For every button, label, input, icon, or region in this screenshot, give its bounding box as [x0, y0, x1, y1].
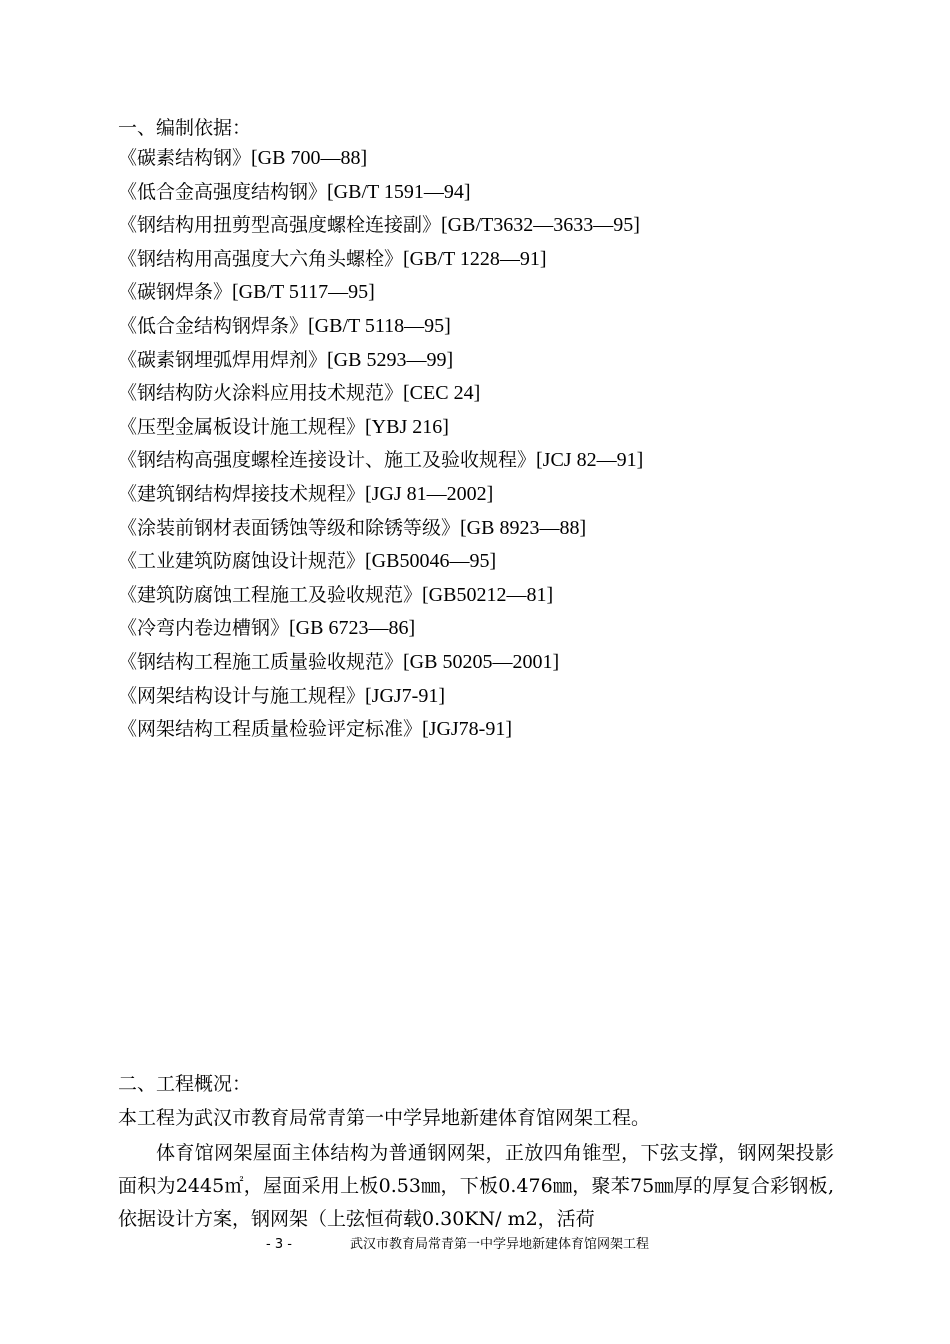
reference-item	[118, 614, 643, 648]
reference-item	[118, 413, 643, 447]
reference-title: 《钢结构工程施工质量验收规范》	[118, 650, 404, 673]
reference-title: 《建筑钢结构焊接技术规程》	[118, 482, 366, 505]
reference-item	[118, 648, 643, 682]
reference-title: 《压型金属板设计施工规程》	[118, 415, 366, 438]
reference-title: 《冷弯内卷边槽钢》	[118, 617, 290, 640]
reference-code: [GB 50205—2001]	[403, 650, 560, 673]
reference-code: [CEC 24]	[403, 382, 481, 405]
reference-code: [JGJ7-91]	[365, 684, 446, 707]
reference-code: [YBJ 216]	[365, 415, 449, 438]
reference-title: 《低合金高强度结构钢》	[118, 180, 328, 203]
reference-title: 《碳素钢埋弧焊用焊剂》	[118, 348, 328, 371]
project-intro: 本工程为武汉市教育局常青第一中学异地新建体育馆网架工程。	[118, 1107, 651, 1129]
page-number: - 3 -	[266, 1237, 292, 1252]
reference-title: 《碳钢焊条》	[118, 281, 233, 304]
reference-list	[118, 144, 643, 749]
reference-code: [GB/T 1591—94]	[327, 180, 471, 203]
reference-title: 《低合金结构钢焊条》	[118, 314, 309, 337]
reference-code: [GB 6723—86]	[289, 617, 416, 640]
reference-item	[118, 446, 643, 480]
reference-item	[118, 581, 643, 615]
reference-code: [GB50046—95]	[365, 550, 497, 573]
reference-title: 《钢结构防火涂料应用技术规范》	[118, 382, 404, 405]
reference-title: 《钢结构用扭剪型高强度螺栓连接副》	[118, 214, 442, 237]
reference-code: [JGJ 81—2002]	[365, 482, 494, 505]
reference-item	[118, 715, 643, 749]
reference-item	[118, 312, 643, 346]
reference-item	[118, 278, 643, 312]
reference-code: [GB/T 5118—95]	[308, 314, 451, 337]
footer-title: 武汉市教育局常青第一中学异地新建体育馆网架工程	[350, 1237, 650, 1252]
reference-item	[118, 514, 643, 548]
reference-item	[118, 346, 643, 380]
reference-title: 《钢结构用高强度大六角头螺栓》	[118, 247, 404, 270]
reference-item	[118, 178, 643, 212]
reference-code: [JGJ78-91]	[422, 718, 513, 741]
reference-item	[118, 144, 643, 178]
reference-title: 《钢结构高强度螺栓连接设计、施工及验收规程》	[118, 449, 537, 472]
reference-title: 《建筑防腐蚀工程施工及验收规范》	[118, 583, 423, 606]
reference-item	[118, 379, 643, 413]
reference-item	[118, 682, 643, 716]
reference-code: [GB/T3632—3633—95]	[441, 214, 640, 237]
reference-code: [GB50212—81]	[422, 583, 554, 606]
section-1-heading: 一、编制依据：	[118, 117, 252, 139]
reference-item	[118, 547, 643, 581]
reference-title: 《涂装前钢材表面锈蚀等级和除锈等级》	[118, 516, 461, 539]
reference-code: [GB 8923—88]	[460, 516, 587, 539]
reference-item	[118, 211, 643, 245]
reference-title: 《网架结构设计与施工规程》	[118, 684, 366, 707]
project-description: 体育馆网架屋面主体结构为普通钢网架，正放四角锥型，下弦支撑，钢网架投影面积为2445㎡，屋面采用上板0.53㎜，下板0.476㎜，聚苯75㎜厚的厚复合彩钢板,依据设计方案，钢网架（上弦恒荷载0.30KN/ m2，活荷	[118, 1142, 834, 1230]
reference-item	[118, 245, 643, 279]
reference-item	[118, 480, 643, 514]
reference-title: 《工业建筑防腐蚀设计规范》	[118, 550, 366, 573]
reference-code: [GB/T 1228—91]	[403, 247, 547, 270]
reference-title: 《碳素结构钢》	[118, 147, 252, 169]
reference-code: [GB 700—88]	[251, 147, 368, 169]
section-2-heading: 二、工程概况：	[118, 1073, 252, 1095]
reference-code: [JCJ 82—91]	[536, 449, 644, 472]
reference-code: [GB/T 5117—95]	[232, 281, 375, 304]
reference-code: [GB 5293—99]	[327, 348, 454, 371]
reference-title: 《网架结构工程质量检验评定标准》	[118, 718, 423, 741]
